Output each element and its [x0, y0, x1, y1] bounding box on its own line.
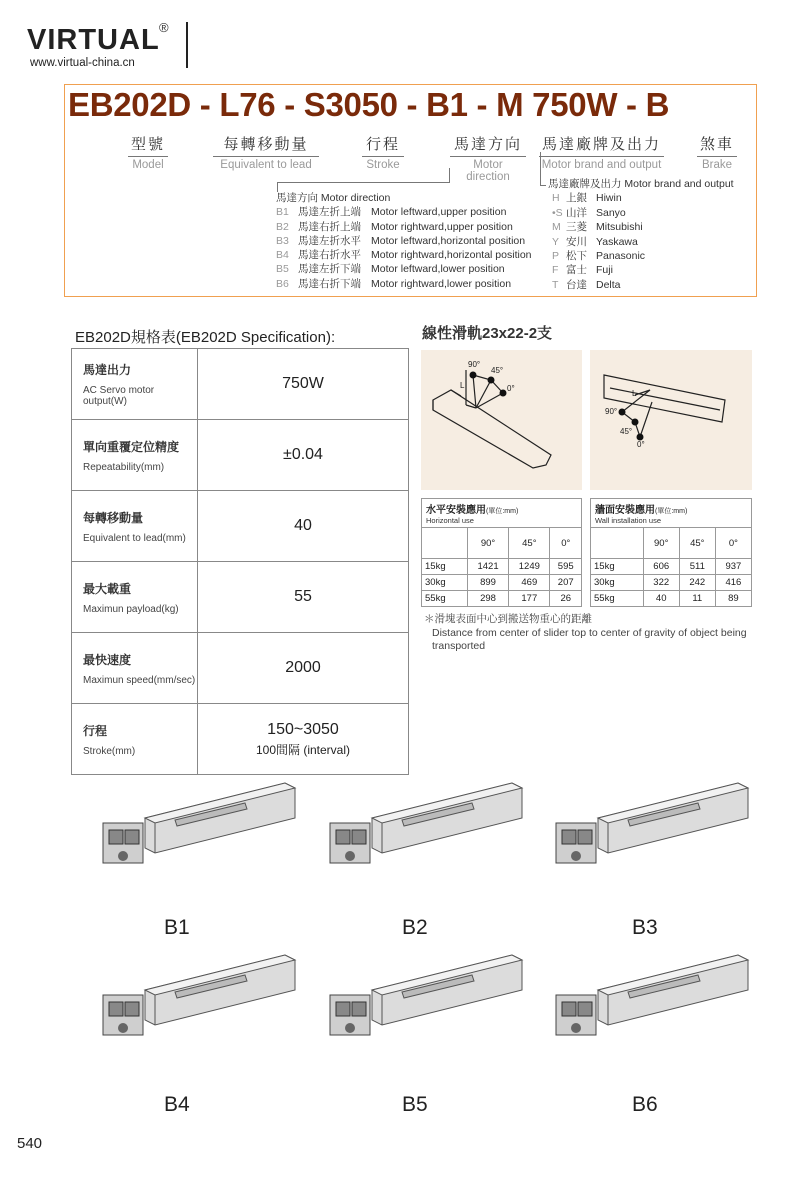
spec-label-zh: 最大載重 — [83, 581, 132, 596]
angle-header: 0° — [550, 528, 582, 559]
motor-direction-item — [276, 262, 532, 276]
product-label: B2 — [402, 916, 428, 939]
load-cell: 298 — [467, 591, 508, 607]
spec-value: 2000 — [285, 659, 321, 676]
product-label: B4 — [164, 1093, 190, 1116]
load-cell: 40 — [643, 591, 679, 607]
product-label: B3 — [632, 916, 658, 939]
product-label: B5 — [402, 1093, 428, 1116]
product-image-b2 — [322, 778, 532, 888]
motor-direction-item — [276, 205, 532, 219]
horizontal-install-diagram — [421, 350, 582, 490]
angle-header: 0° — [715, 528, 751, 559]
load-cell: 1421 — [467, 559, 508, 575]
horizontal-load-table — [421, 498, 582, 607]
item-zh: 台達 — [566, 278, 587, 291]
item-code: B6 — [276, 277, 289, 290]
load-cell: 26 — [550, 591, 582, 607]
load-cell: 55kg — [422, 591, 468, 607]
load-cell: 15kg — [591, 559, 644, 575]
load-cell: 469 — [509, 575, 550, 591]
field-lead: 每轉移動量 Equivalent to lead — [213, 133, 319, 171]
load-row — [591, 575, 752, 591]
item-en: Motor leftward,horizontal position — [371, 234, 526, 247]
spec-row — [72, 704, 409, 775]
load-cell: 416 — [715, 575, 751, 591]
item-en: Panasonic — [596, 249, 646, 262]
product-image-b5 — [322, 950, 532, 1060]
spec-title: EB202D規格表(EB202D Specification): — [75, 329, 336, 346]
load-cell: 899 — [467, 575, 508, 591]
rail-note — [424, 613, 754, 654]
spec-label-en: Stroke(mm) — [83, 745, 136, 757]
item-en: Motor leftward,lower position — [371, 263, 505, 276]
rail-title: 線性滑軌23x22-2支 — [422, 325, 553, 342]
spec-row — [72, 491, 409, 562]
item-code: Y — [552, 235, 560, 248]
item-code: B5 — [276, 263, 289, 276]
item-zh: 安川 — [566, 235, 587, 248]
product-label: B1 — [164, 916, 190, 939]
motor-brand-item — [552, 220, 734, 234]
item-en: Fuji — [596, 264, 613, 277]
load-table-caption — [591, 499, 752, 528]
motor-brand-list — [548, 177, 734, 292]
load-cell: 322 — [643, 575, 679, 591]
label-L: L — [460, 381, 465, 390]
item-zh: 馬達右折上端 — [298, 220, 361, 233]
motor-brand-item — [552, 191, 734, 205]
spec-row — [72, 562, 409, 633]
item-zh: 馬達左折水平 — [298, 234, 361, 247]
load-cell: 89 — [715, 591, 751, 607]
connector-line — [540, 152, 541, 186]
registered-mark: ® — [159, 20, 169, 35]
caption-en: Wall installation use — [595, 516, 662, 525]
label-45: 45° — [491, 366, 504, 375]
item-en: Yaskawa — [596, 235, 638, 248]
spec-label-zh: 每轉移動量 — [83, 510, 144, 525]
field-motor-brand: 馬達廠牌及出力 Motor brand and output — [539, 133, 664, 171]
item-zh: 山洋 — [566, 206, 587, 219]
product-label: B6 — [632, 1093, 658, 1116]
load-cell: 207 — [550, 575, 582, 591]
caption-unit: (單位:mm) — [655, 508, 688, 515]
caption-unit: (單位:mm) — [486, 508, 519, 515]
load-cell: 177 — [509, 591, 550, 607]
load-table-caption — [422, 499, 582, 528]
item-en: Sanyo — [596, 206, 626, 219]
load-cell: 30kg — [591, 575, 644, 591]
label-0: 0° — [507, 384, 515, 393]
item-en: Hiwin — [596, 192, 622, 205]
item-en: Motor rightward,lower position — [371, 277, 512, 290]
spec-label-en: Maximun speed(mm/sec) — [83, 674, 196, 686]
spec-label-zh: 行程 — [83, 723, 108, 738]
item-en: Motor leftward,upper position — [371, 206, 507, 219]
spec-label-en: Equivalent to lead(mm) — [83, 532, 186, 544]
load-row — [422, 575, 582, 591]
caption-en: Horizontal use — [426, 516, 474, 525]
spec-label-en: Repeatability(mm) — [83, 461, 165, 473]
website-url: www.virtual-china.cn — [30, 57, 135, 69]
spec-row — [72, 633, 409, 704]
load-cell: 11 — [679, 591, 715, 607]
item-en: Delta — [596, 278, 621, 291]
product-image-b3 — [548, 778, 758, 888]
wall-load-table — [590, 498, 752, 607]
load-row — [422, 591, 582, 607]
motor-brand-item — [552, 263, 734, 277]
item-code: •S — [552, 206, 563, 219]
angle-header: 45° — [509, 528, 550, 559]
caption-zh: 水平安裝應用 — [426, 505, 486, 516]
label-90: 90° — [605, 407, 618, 416]
note-zh: ＊滑塊表面中心到搬送物重心的距離 — [424, 613, 592, 625]
item-code: F — [552, 264, 559, 277]
item-code: P — [552, 249, 560, 262]
item-zh: 松下 — [566, 249, 587, 262]
label-0: 0° — [637, 440, 645, 449]
label-L: L — [632, 389, 637, 398]
motor-direction-item — [276, 277, 532, 291]
motor-direction-item — [276, 248, 532, 262]
motor-brand-item — [552, 206, 734, 220]
order-code-title: EB202D - L76 - S3050 - B1 - M 750W - B — [68, 86, 670, 123]
angle-header: 45° — [679, 528, 715, 559]
spec-value: 150~3050 — [267, 720, 339, 738]
connector-line — [449, 168, 450, 183]
load-row — [591, 559, 752, 575]
item-code: B1 — [276, 206, 289, 219]
spec-value: 40 — [294, 517, 312, 534]
item-zh: 馬達左折上端 — [298, 206, 361, 219]
motor-brand-item — [552, 278, 734, 292]
item-zh: 馬達右折水平 — [298, 249, 361, 262]
spec-label-zh: 單向重覆定位精度 — [83, 439, 180, 454]
load-cell: 937 — [715, 559, 751, 575]
label-90: 90° — [468, 360, 481, 369]
field-model: 型號 Model — [128, 133, 168, 171]
spec-table — [71, 348, 409, 775]
item-code: B4 — [276, 249, 289, 262]
item-code: M — [552, 221, 561, 234]
note-en: Distance from center of slider top to center of gravity of object being transported — [432, 626, 747, 652]
item-code: B2 — [276, 220, 289, 233]
connector-line — [277, 182, 450, 183]
item-zh: 馬達左折下端 — [298, 263, 361, 276]
divider — [186, 22, 188, 68]
item-code: T — [552, 278, 559, 291]
label-45: 45° — [620, 427, 633, 436]
spec-label-zh: 馬達出力 — [83, 363, 132, 377]
load-row — [591, 591, 752, 607]
load-cell: 242 — [679, 575, 715, 591]
field-stroke: 行程 Stroke — [362, 133, 404, 171]
load-row — [422, 559, 582, 575]
spec-label-en: AC Servo motor output(W) — [83, 385, 155, 407]
item-en: Mitsubishi — [596, 221, 643, 234]
spec-value: ±0.04 — [283, 446, 323, 463]
load-cell: 595 — [550, 559, 582, 575]
spec-row — [72, 349, 409, 420]
angle-header: 90° — [467, 528, 508, 559]
item-zh: 上銀 — [566, 192, 587, 205]
load-cell: 1249 — [509, 559, 550, 575]
motor-direction-item — [276, 234, 532, 248]
load-cell: 30kg — [422, 575, 468, 591]
spec-sub: 100間隔 (interval) — [255, 742, 351, 757]
spec-row — [72, 420, 409, 491]
page-number: 540 — [17, 1135, 43, 1152]
spec-value: 55 — [294, 588, 312, 605]
product-image-b4 — [95, 950, 305, 1060]
load-cell: 511 — [679, 559, 715, 575]
caption-zh: 牆面安裝應用 — [595, 505, 655, 516]
angle-header: 90° — [643, 528, 679, 559]
item-en: Motor rightward,horizontal position — [371, 249, 532, 262]
item-zh: 富士 — [566, 264, 587, 277]
item-zh: 馬達右折下端 — [298, 277, 361, 290]
item-en: Motor rightward,upper position — [371, 220, 513, 233]
item-zh: 三菱 — [566, 221, 587, 234]
motor-direction-item — [276, 220, 532, 234]
motor-direction-list — [276, 191, 532, 291]
motor-brand-heading: 馬達廠牌及出力 Motor brand and output — [548, 178, 734, 190]
spec-label-zh: 最快速度 — [83, 652, 132, 667]
motor-direction-heading: 馬達方向 Motor direction — [276, 192, 391, 204]
load-cell: 606 — [643, 559, 679, 575]
product-image-b6 — [548, 950, 758, 1060]
field-motor-direction: 馬達方向 Motor direction — [450, 133, 526, 183]
brand-logo: VIRTUAL — [27, 24, 160, 56]
product-image-b1 — [95, 778, 305, 888]
connector-line — [540, 185, 546, 186]
wall-install-diagram — [590, 350, 752, 490]
field-brake: 煞車 Brake — [697, 133, 737, 171]
motor-brand-item — [552, 235, 734, 249]
item-code: H — [552, 192, 560, 205]
item-code: B3 — [276, 234, 289, 247]
spec-value: 750W — [282, 375, 324, 392]
load-cell: 55kg — [591, 591, 644, 607]
motor-brand-item — [552, 249, 734, 263]
spec-label-en: Maximun payload(kg) — [83, 603, 179, 615]
load-cell: 15kg — [422, 559, 468, 575]
